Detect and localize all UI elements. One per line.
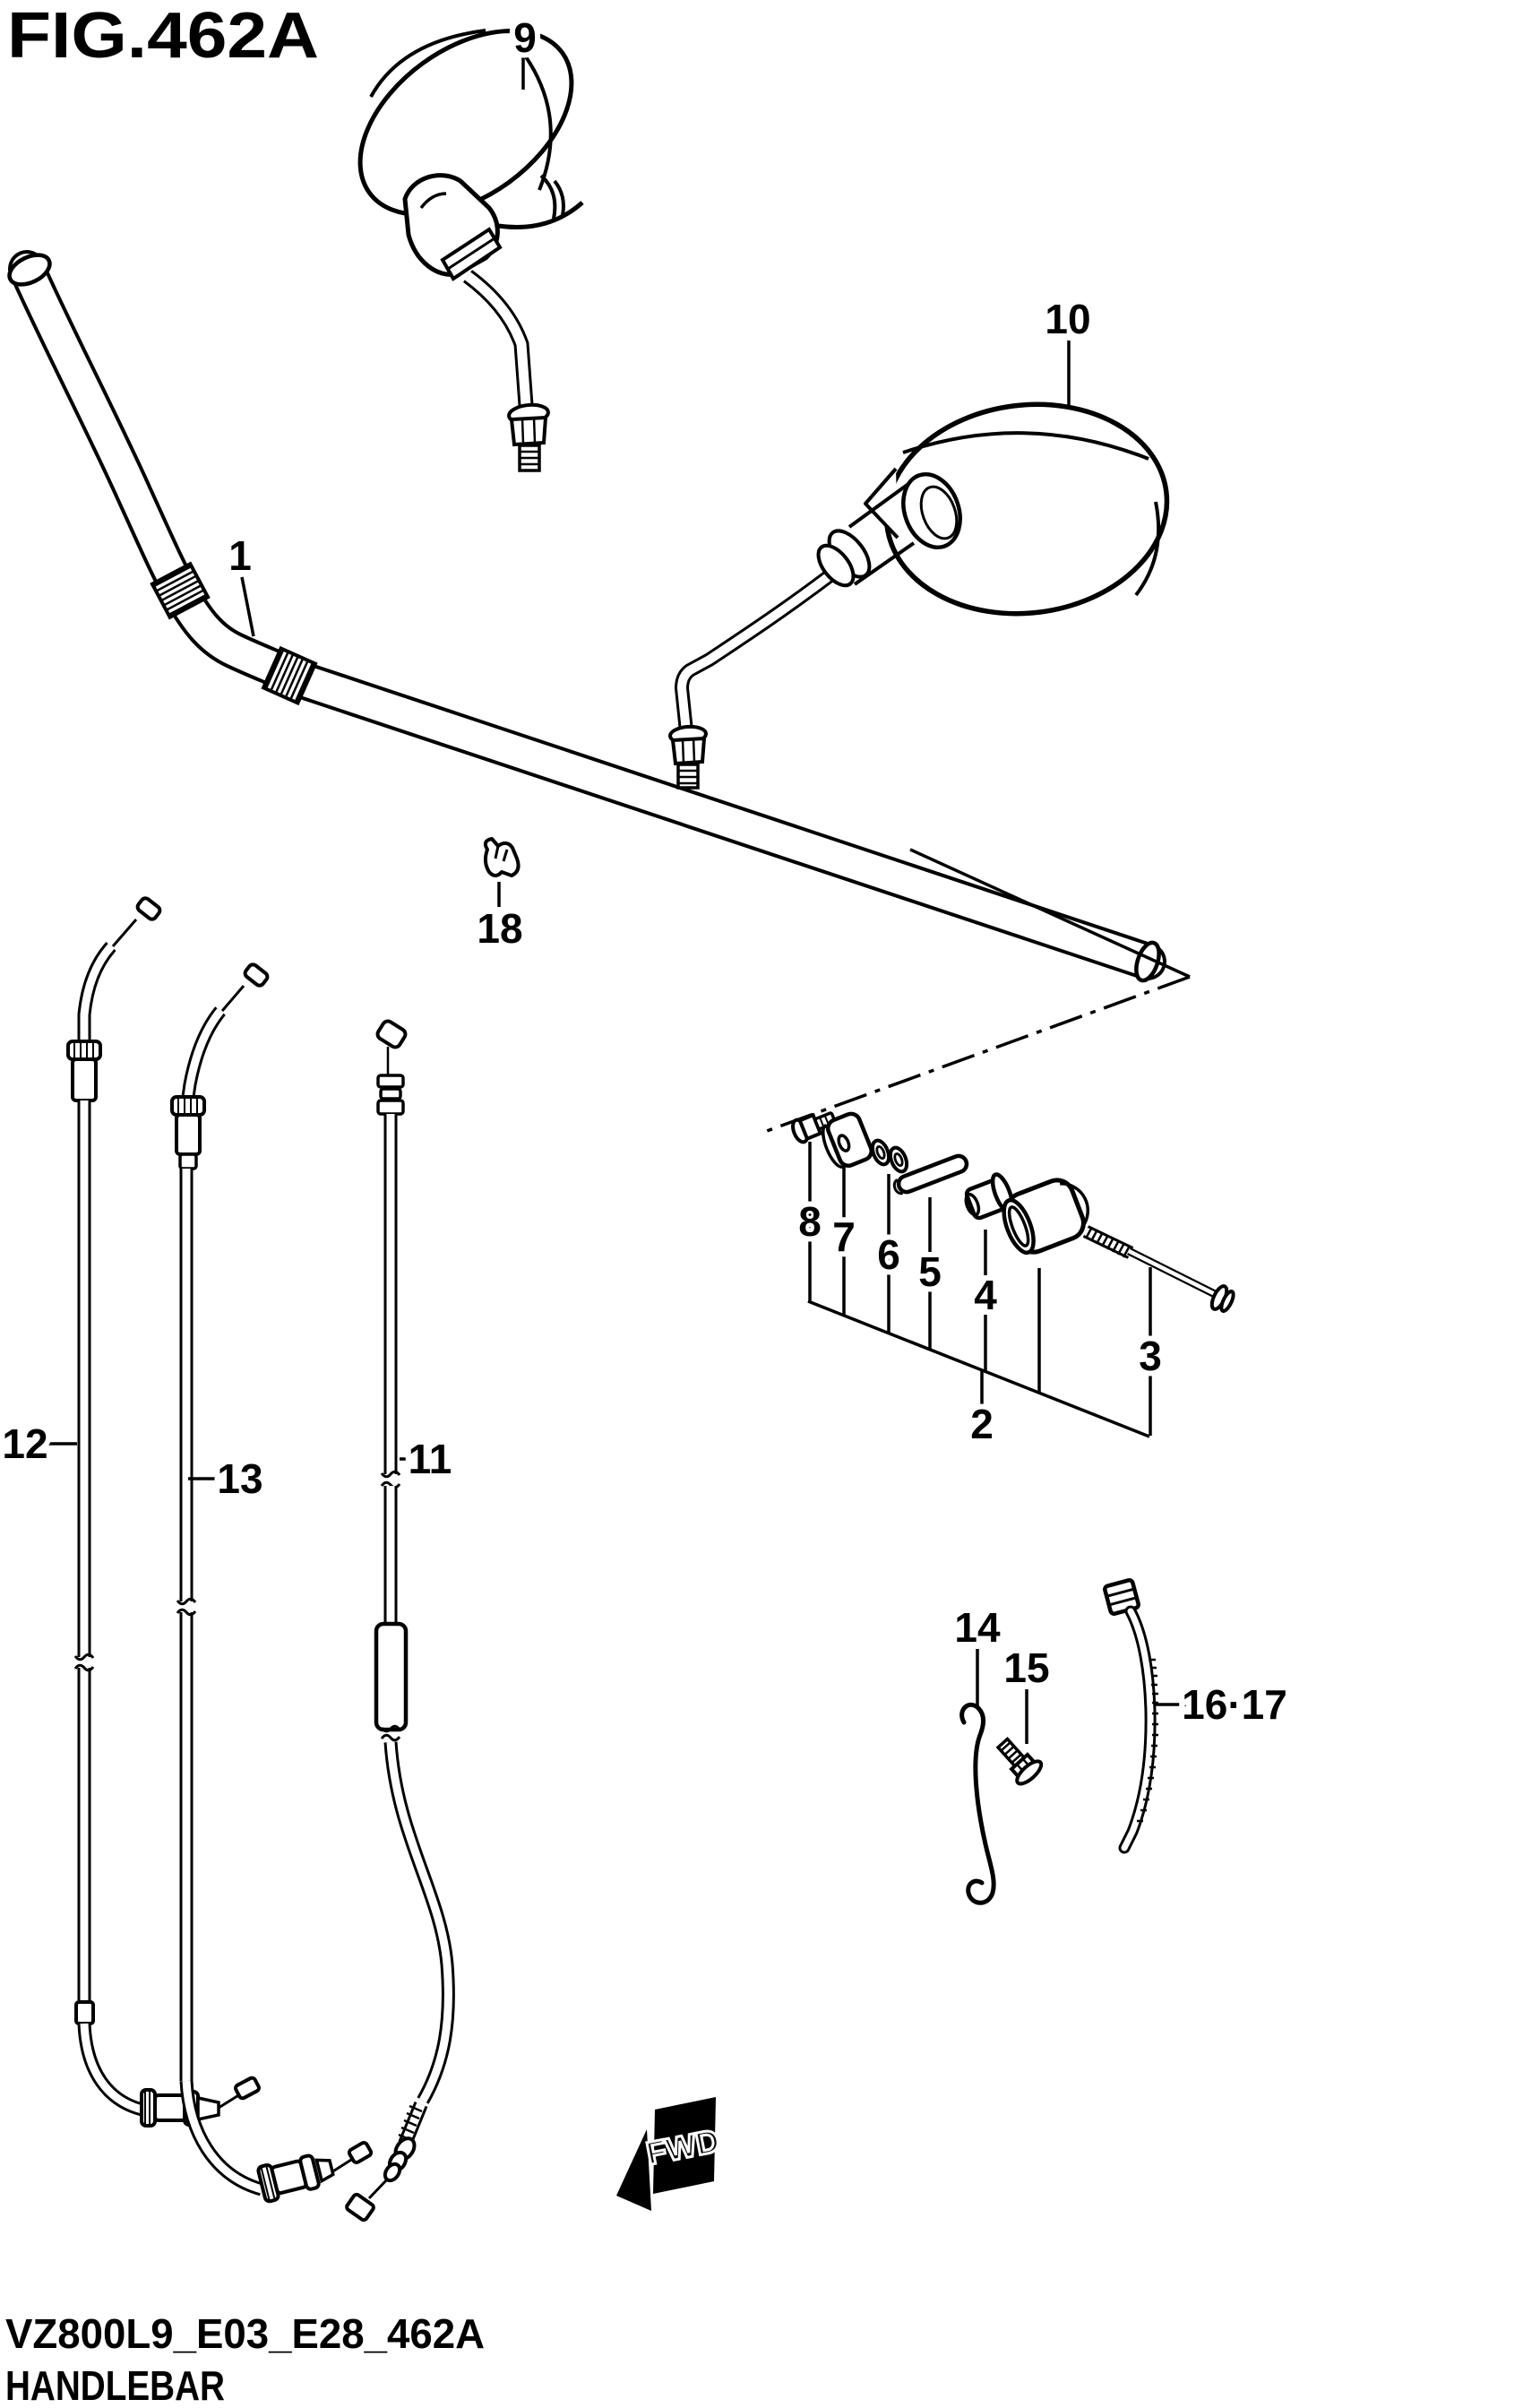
- cable-11-bottom-curve-fill: [391, 1742, 448, 2101]
- cable-12-top-nipple: [136, 896, 162, 920]
- label-1: 1: [228, 532, 252, 579]
- bar-end-assembly: [790, 1107, 1236, 1313]
- washer-part-6b: [887, 1145, 909, 1174]
- cable-13-bottom-nipple: [348, 2142, 372, 2164]
- cable-13-adjuster-top: [172, 1097, 204, 1169]
- figure-name: HANDLEBAR: [5, 2362, 225, 2408]
- handlebar: [4, 249, 1163, 983]
- cable-11-bottom-wire: [369, 2179, 388, 2198]
- label-15: 15: [1003, 1644, 1050, 1691]
- label-8: 8: [798, 1198, 822, 1245]
- cable-11-sleeve: [376, 1624, 406, 1730]
- label-16-17: 16·17: [1182, 1681, 1287, 1728]
- label-3: 3: [1139, 1333, 1162, 1379]
- label-5: 5: [918, 1248, 942, 1295]
- mirror-left: [326, 0, 606, 470]
- axis-line-dashdot: [767, 977, 1190, 1131]
- washer-part-6a: [869, 1138, 891, 1167]
- cable-12-bottom-adjuster: [142, 2090, 219, 2126]
- weight-part-2: [997, 1172, 1097, 1259]
- label-6: 6: [877, 1231, 900, 1278]
- cable-11: [346, 1019, 449, 2221]
- fwd-marker: [616, 2097, 722, 2211]
- cable-12-top-wire: [113, 919, 136, 946]
- figure-code: VZ800L9_E03_E28_462A: [5, 2310, 485, 2357]
- cable-12-bottom-wire: [219, 2094, 240, 2108]
- part-labels-layer: [2, 14, 1286, 1744]
- cable-12-ferrule: [76, 2002, 93, 2024]
- long-bolt-part-3: [1086, 1227, 1235, 1313]
- cable-13-bottom-adjuster: [257, 2150, 335, 2202]
- cable-tie: [1104, 1579, 1158, 1848]
- cable-13: [172, 962, 373, 2202]
- label-9: 9: [513, 14, 537, 61]
- cable-13-bottom-wire: [331, 2160, 351, 2172]
- cable-clamp: [486, 839, 519, 876]
- label-14: 14: [954, 1604, 1001, 1651]
- cable-11-bottom-adjuster: [383, 2104, 422, 2183]
- bolt-part-15: [992, 1733, 1045, 1788]
- label-4: 4: [974, 1272, 997, 1318]
- cable-clamp-body: [486, 839, 519, 876]
- cable-11-ferrules: [378, 1075, 403, 1114]
- label-12: 12: [2, 1420, 48, 1467]
- hook-part-14: [962, 1705, 994, 1903]
- handlebar-tube-fill: [27, 269, 1148, 962]
- label-1-leader: [242, 577, 254, 636]
- label-7: 7: [832, 1213, 856, 1260]
- cable-11-top-cap: [375, 1019, 407, 1049]
- figure-title: FIG.462A: [7, 0, 319, 72]
- mirror-right-stud-hex: [673, 738, 704, 764]
- cable-12: [68, 896, 263, 2126]
- fwd-label: FWD: [642, 2121, 723, 2172]
- label-18: 18: [477, 905, 523, 952]
- label-11: 11: [408, 1436, 452, 1482]
- label-13: 13: [217, 1455, 263, 1502]
- label-2: 2: [970, 1401, 994, 1447]
- cable-12-bottom-nipple: [235, 2076, 261, 2099]
- cable-13-top-wire: [222, 986, 244, 1011]
- cable-13-top-nipple: [244, 962, 270, 987]
- mirror-right: [669, 389, 1179, 788]
- mirror-right-stem-outline: [682, 572, 835, 731]
- mirror-left-housing-slot: [541, 176, 564, 219]
- cable-12-adjuster-top: [68, 1041, 100, 1100]
- label-10: 10: [1045, 296, 1091, 342]
- mirror-left-stud-hex: [512, 418, 546, 444]
